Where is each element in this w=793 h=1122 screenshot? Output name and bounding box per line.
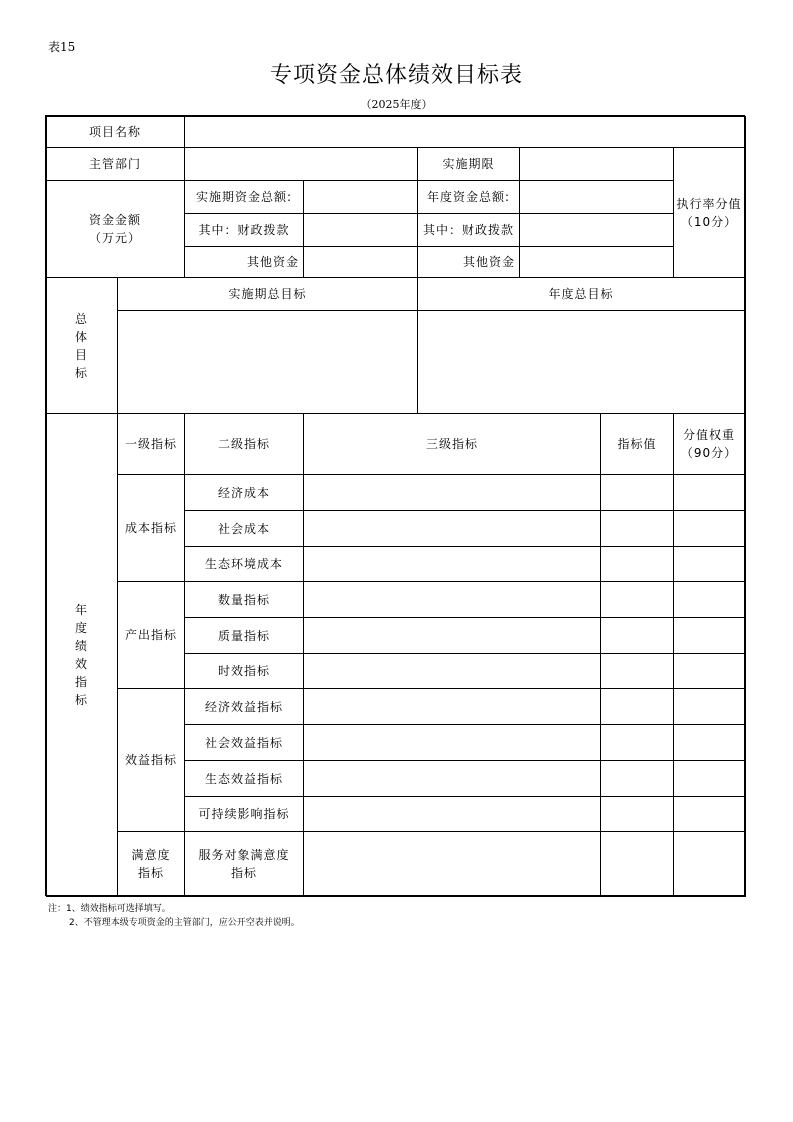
performance-goal-table xyxy=(46,116,746,897)
annual-goal-header: 年度总目标 xyxy=(417,277,745,311)
indicator-sustainable-impact: 可持续影响指标 xyxy=(184,796,304,832)
overall-goal-char: 目 xyxy=(74,347,88,362)
page-title: 专项资金总体绩效目标表 xyxy=(269,63,523,88)
overall-goal-char: 标 xyxy=(74,365,88,380)
value-header: 指标值 xyxy=(600,413,674,475)
satisfaction-line: 指标 xyxy=(137,865,164,880)
total-period-fund-label: 实施期资金总额: xyxy=(184,180,304,214)
period-field[interactable] xyxy=(519,147,674,181)
page-subtitle: （2025年度） xyxy=(360,98,433,111)
annual-indicators-char: 绩 xyxy=(74,638,88,653)
value-field[interactable] xyxy=(600,617,674,654)
annual-indicators-char: 效 xyxy=(74,656,88,671)
indicator-service-satisfaction xyxy=(184,831,304,896)
indicator-social-benefit: 社会效益指标 xyxy=(184,724,304,761)
fiscal-annual-field[interactable] xyxy=(519,213,674,247)
level3-field[interactable] xyxy=(303,581,601,618)
exec-rate-points: （10分） xyxy=(680,214,738,229)
period-goal-header: 实施期总目标 xyxy=(117,277,418,311)
annual-fund-field[interactable] xyxy=(519,180,674,214)
value-field[interactable] xyxy=(600,546,674,582)
indicator-quantity: 数量指标 xyxy=(184,581,304,618)
group-satisfaction xyxy=(117,831,185,896)
indicator-economic-cost: 经济成本 xyxy=(184,474,304,511)
value-field[interactable] xyxy=(600,796,674,832)
value-field[interactable] xyxy=(600,510,674,547)
fiscal-period-label: 其中：财政拨款 xyxy=(184,213,304,247)
indicator-eco-env-cost: 生态环境成本 xyxy=(184,546,304,582)
other-period-field[interactable] xyxy=(303,246,418,278)
indicator-quality: 质量指标 xyxy=(184,617,304,654)
level3-field[interactable] xyxy=(303,688,601,725)
table-number: 表15 xyxy=(48,40,76,54)
annual-goal-field[interactable] xyxy=(417,310,745,414)
annual-indicators-char: 度 xyxy=(74,620,88,635)
group-cost: 成本指标 xyxy=(117,474,185,582)
overall-goal-char: 总 xyxy=(74,311,88,326)
value-field[interactable] xyxy=(600,653,674,689)
level3-field[interactable] xyxy=(303,510,601,547)
satisfaction-line: 满意度 xyxy=(131,847,171,862)
footnotes xyxy=(48,902,300,930)
level3-field[interactable] xyxy=(303,760,601,797)
level3-field[interactable] xyxy=(303,796,601,832)
weight-field[interactable] xyxy=(673,724,745,761)
weight-header xyxy=(673,413,745,475)
weight-field[interactable] xyxy=(673,581,745,618)
weight-field[interactable] xyxy=(673,653,745,689)
indicator-economic-benefit: 经济效益指标 xyxy=(184,688,304,725)
fiscal-annual-label: 其中：财政拨款 xyxy=(417,213,520,247)
level3-header: 三级指标 xyxy=(303,413,601,475)
weight-field[interactable] xyxy=(673,760,745,797)
value-field[interactable] xyxy=(600,688,674,725)
level1-header: 一级指标 xyxy=(117,413,185,475)
other-period-label: 其他资金 xyxy=(184,246,304,278)
value-field[interactable] xyxy=(600,831,674,896)
annual-indicators-char: 标 xyxy=(74,692,88,707)
level3-field[interactable] xyxy=(303,653,601,689)
group-benefit: 效益指标 xyxy=(117,688,185,832)
indicator-eco-benefit: 生态效益指标 xyxy=(184,760,304,797)
project-name-field[interactable] xyxy=(184,115,745,148)
weight-header-text: 分值权重 xyxy=(682,428,735,442)
indicator-timeliness: 时效指标 xyxy=(184,653,304,689)
overall-goal-label xyxy=(45,277,118,414)
service-satisfaction-line: 服务对象满意度 xyxy=(198,847,290,862)
other-annual-field[interactable] xyxy=(519,246,674,278)
annual-indicators-char: 年 xyxy=(74,602,88,617)
footnote-2: 2、不管理本级专项资金的主管部门，应公开空表并说明。 xyxy=(69,918,300,928)
project-name-label: 项目名称 xyxy=(45,115,185,148)
total-period-fund-field[interactable] xyxy=(303,180,418,214)
annual-fund-label: 年度资金总额: xyxy=(417,180,520,214)
department-field[interactable] xyxy=(184,147,418,181)
group-output: 产出指标 xyxy=(117,581,185,689)
weight-field[interactable] xyxy=(673,617,745,654)
annual-indicators-char: 指 xyxy=(74,674,88,689)
level3-field[interactable] xyxy=(303,546,601,582)
fund-amount-text: 资金金额 xyxy=(88,213,141,227)
value-field[interactable] xyxy=(600,474,674,511)
value-field[interactable] xyxy=(600,760,674,797)
weight-field[interactable] xyxy=(673,546,745,582)
level2-header: 二级指标 xyxy=(184,413,304,475)
footnote-1: 注：1、绩效指标可选择填写。 xyxy=(48,904,171,914)
value-field[interactable] xyxy=(600,581,674,618)
department-label: 主管部门 xyxy=(45,147,185,181)
weight-field[interactable] xyxy=(673,688,745,725)
indicator-social-cost: 社会成本 xyxy=(184,510,304,547)
period-goal-field[interactable] xyxy=(117,310,418,414)
weight-field[interactable] xyxy=(673,510,745,547)
annual-indicators-label xyxy=(45,413,118,896)
weight-field[interactable] xyxy=(673,474,745,511)
level3-field[interactable] xyxy=(303,474,601,511)
other-annual-label: 其他资金 xyxy=(417,246,520,278)
weight-field[interactable] xyxy=(673,831,745,896)
weight-header-points: （90分） xyxy=(680,446,738,460)
service-satisfaction-line: 指标 xyxy=(230,865,257,880)
level3-field[interactable] xyxy=(303,831,601,896)
period-label: 实施期限 xyxy=(417,147,520,181)
exec-rate-score-label xyxy=(673,147,745,278)
level3-field[interactable] xyxy=(303,617,601,654)
level3-field[interactable] xyxy=(303,724,601,761)
fund-amount-label xyxy=(45,180,185,278)
overall-goal-char: 体 xyxy=(74,329,88,344)
weight-field[interactable] xyxy=(673,796,745,832)
fund-amount-unit: （万元） xyxy=(88,231,141,245)
value-field[interactable] xyxy=(600,724,674,761)
fiscal-period-field[interactable] xyxy=(303,213,418,247)
exec-rate-text: 执行率分值 xyxy=(676,196,742,211)
